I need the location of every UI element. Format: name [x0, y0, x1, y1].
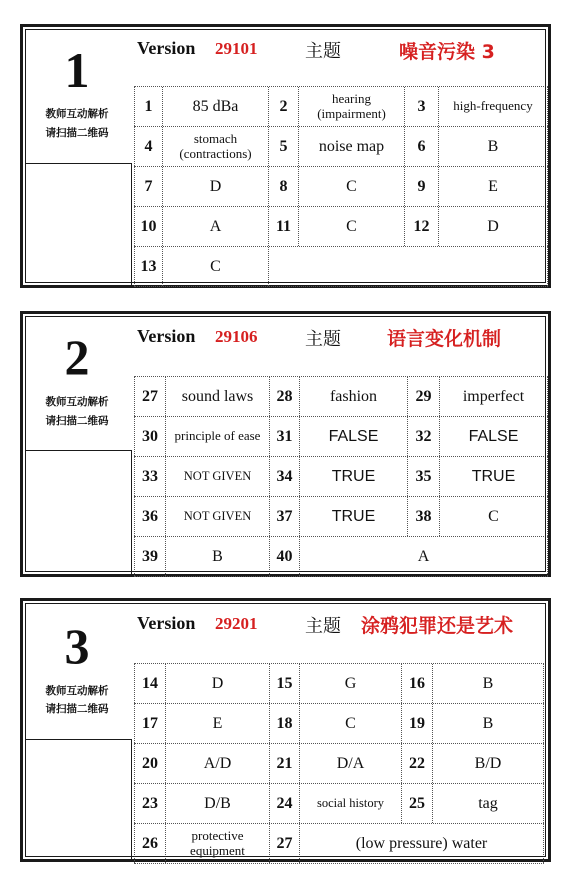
answer-cell: B — [432, 704, 544, 743]
table-row — [134, 823, 544, 864]
question-number: 34 — [269, 457, 299, 496]
question-number: 30 — [134, 417, 165, 456]
table-row — [134, 663, 544, 703]
card-header — [133, 314, 548, 352]
theme-title: 语言变化机制 — [387, 328, 502, 350]
question-number: 12 — [404, 207, 438, 246]
question-number: 9 — [404, 167, 438, 206]
answer-cell: NOT GIVEN — [165, 457, 269, 496]
question-number: 16 — [401, 664, 432, 703]
qr-code-box — [26, 739, 132, 861]
question-number: 6 — [404, 127, 438, 166]
answer-cell: TRUE — [299, 457, 407, 496]
card-left-panel — [23, 601, 131, 859]
card-number: 3 — [64, 618, 90, 674]
question-number: 2 — [268, 87, 298, 126]
table-row — [134, 703, 544, 743]
answer-cell: E — [165, 704, 269, 743]
version-number: 29101 — [215, 39, 258, 58]
answer-cell: stomach (contractions) — [162, 127, 268, 166]
answer-cell: D — [162, 167, 268, 206]
answer-cell: D/B — [165, 784, 269, 823]
answer-cell: B/D — [432, 744, 544, 783]
answer-cell: noise map — [298, 127, 404, 166]
question-number: 38 — [407, 497, 439, 536]
answer-cell: fashion — [299, 377, 407, 416]
question-number: 19 — [401, 704, 432, 743]
card-number: 1 — [64, 42, 90, 98]
question-number: 37 — [269, 497, 299, 536]
question-number: 40 — [269, 537, 299, 576]
answer-cell: D — [438, 207, 548, 246]
card-number: 2 — [64, 329, 90, 385]
theme-label: 主题 — [305, 41, 341, 62]
scan-line-2: 请扫描二维码 — [45, 703, 109, 715]
table-row — [134, 206, 548, 246]
question-number: 15 — [269, 664, 299, 703]
question-number: 11 — [268, 207, 298, 246]
answer-cell: G — [299, 664, 401, 703]
answer-cell: TRUE — [299, 497, 407, 536]
table-row — [134, 126, 548, 166]
question-number: 27 — [134, 377, 165, 416]
question-number: 10 — [134, 207, 162, 246]
answer-cell: TRUE — [439, 457, 548, 496]
answer-cell: A/D — [165, 744, 269, 783]
answer-cell: high-frequency — [438, 87, 548, 126]
answer-cell: sound laws — [165, 377, 269, 416]
theme-label: 主题 — [305, 329, 341, 350]
table-row — [134, 456, 548, 496]
answer-grid — [134, 86, 548, 287]
scan-line-1: 教师互动解析 — [45, 108, 109, 120]
version-number: 29201 — [215, 614, 258, 633]
answer-cell: tag — [432, 784, 544, 823]
card-header — [133, 27, 548, 65]
answer-cell: imperfect — [439, 377, 548, 416]
version-label: Version — [137, 38, 196, 58]
answer-card-1 — [20, 24, 551, 288]
answer-cell: protective equipment — [165, 824, 269, 863]
question-number: 13 — [134, 247, 162, 286]
table-row — [134, 376, 548, 416]
question-number: 4 — [134, 127, 162, 166]
empty-cell — [268, 247, 548, 286]
table-row — [134, 246, 548, 287]
question-number: 7 — [134, 167, 162, 206]
answer-grid — [134, 663, 544, 864]
question-number: 1 — [134, 87, 162, 126]
version-label: Version — [137, 613, 196, 633]
question-number: 36 — [134, 497, 165, 536]
table-row — [134, 166, 548, 206]
question-number: 26 — [134, 824, 165, 863]
question-number: 28 — [269, 377, 299, 416]
table-row — [134, 743, 544, 783]
answer-cell: A — [162, 207, 268, 246]
question-number: 21 — [269, 744, 299, 783]
theme-title: 噪音污染 3 — [399, 41, 495, 63]
qr-code-box — [26, 163, 132, 287]
answer-cell: B — [432, 664, 544, 703]
answer-cell: C — [299, 704, 401, 743]
scan-line-2: 请扫描二维码 — [45, 127, 109, 139]
table-row — [134, 536, 548, 577]
answer-grid — [134, 376, 548, 577]
theme-title: 涂鸦犯罪还是艺术 — [361, 615, 514, 637]
question-number: 18 — [269, 704, 299, 743]
answer-cell: NOT GIVEN — [165, 497, 269, 536]
version-label: Version — [137, 326, 196, 346]
answer-cell: FALSE — [439, 417, 548, 456]
answer-card-3 — [20, 598, 551, 862]
question-number: 33 — [134, 457, 165, 496]
question-number: 3 — [404, 87, 438, 126]
answer-cell: hearing (impairment) — [298, 87, 404, 126]
answer-cell: B — [165, 537, 269, 576]
answer-cell: FALSE — [299, 417, 407, 456]
answer-cell: (low pressure) water — [299, 824, 544, 863]
question-number: 25 — [401, 784, 432, 823]
table-row — [134, 86, 548, 126]
question-number: 29 — [407, 377, 439, 416]
scan-line-1: 教师互动解析 — [45, 396, 109, 408]
question-number: 27 — [269, 824, 299, 863]
question-number: 22 — [401, 744, 432, 783]
answer-cell: 85 dBa — [162, 87, 268, 126]
table-row — [134, 496, 548, 536]
answer-cell: D — [165, 664, 269, 703]
card-left-panel — [23, 27, 131, 285]
table-row — [134, 783, 544, 823]
answer-cell: C — [298, 167, 404, 206]
scan-line-2: 请扫描二维码 — [45, 415, 109, 427]
answer-cell: E — [438, 167, 548, 206]
question-number: 32 — [407, 417, 439, 456]
question-number: 8 — [268, 167, 298, 206]
answer-card-2 — [20, 311, 551, 577]
question-number: 5 — [268, 127, 298, 166]
question-number: 14 — [134, 664, 165, 703]
question-number: 17 — [134, 704, 165, 743]
answer-cell: B — [438, 127, 548, 166]
answer-cell: D/A — [299, 744, 401, 783]
question-number: 35 — [407, 457, 439, 496]
answer-cell: C — [439, 497, 548, 536]
question-number: 39 — [134, 537, 165, 576]
answer-cell: social history — [299, 784, 401, 823]
question-number: 31 — [269, 417, 299, 456]
answer-cell: A — [299, 537, 548, 576]
answer-cell: principle of ease — [165, 417, 269, 456]
question-number: 24 — [269, 784, 299, 823]
table-row — [134, 416, 548, 456]
question-number: 23 — [134, 784, 165, 823]
version-number: 29106 — [215, 327, 258, 346]
card-left-panel — [23, 314, 131, 574]
question-number: 20 — [134, 744, 165, 783]
card-header — [133, 601, 548, 639]
scan-line-1: 教师互动解析 — [45, 685, 109, 697]
answer-cell: C — [162, 247, 268, 286]
theme-label: 主题 — [305, 616, 341, 637]
qr-code-box — [26, 450, 132, 576]
answer-cell: C — [298, 207, 404, 246]
